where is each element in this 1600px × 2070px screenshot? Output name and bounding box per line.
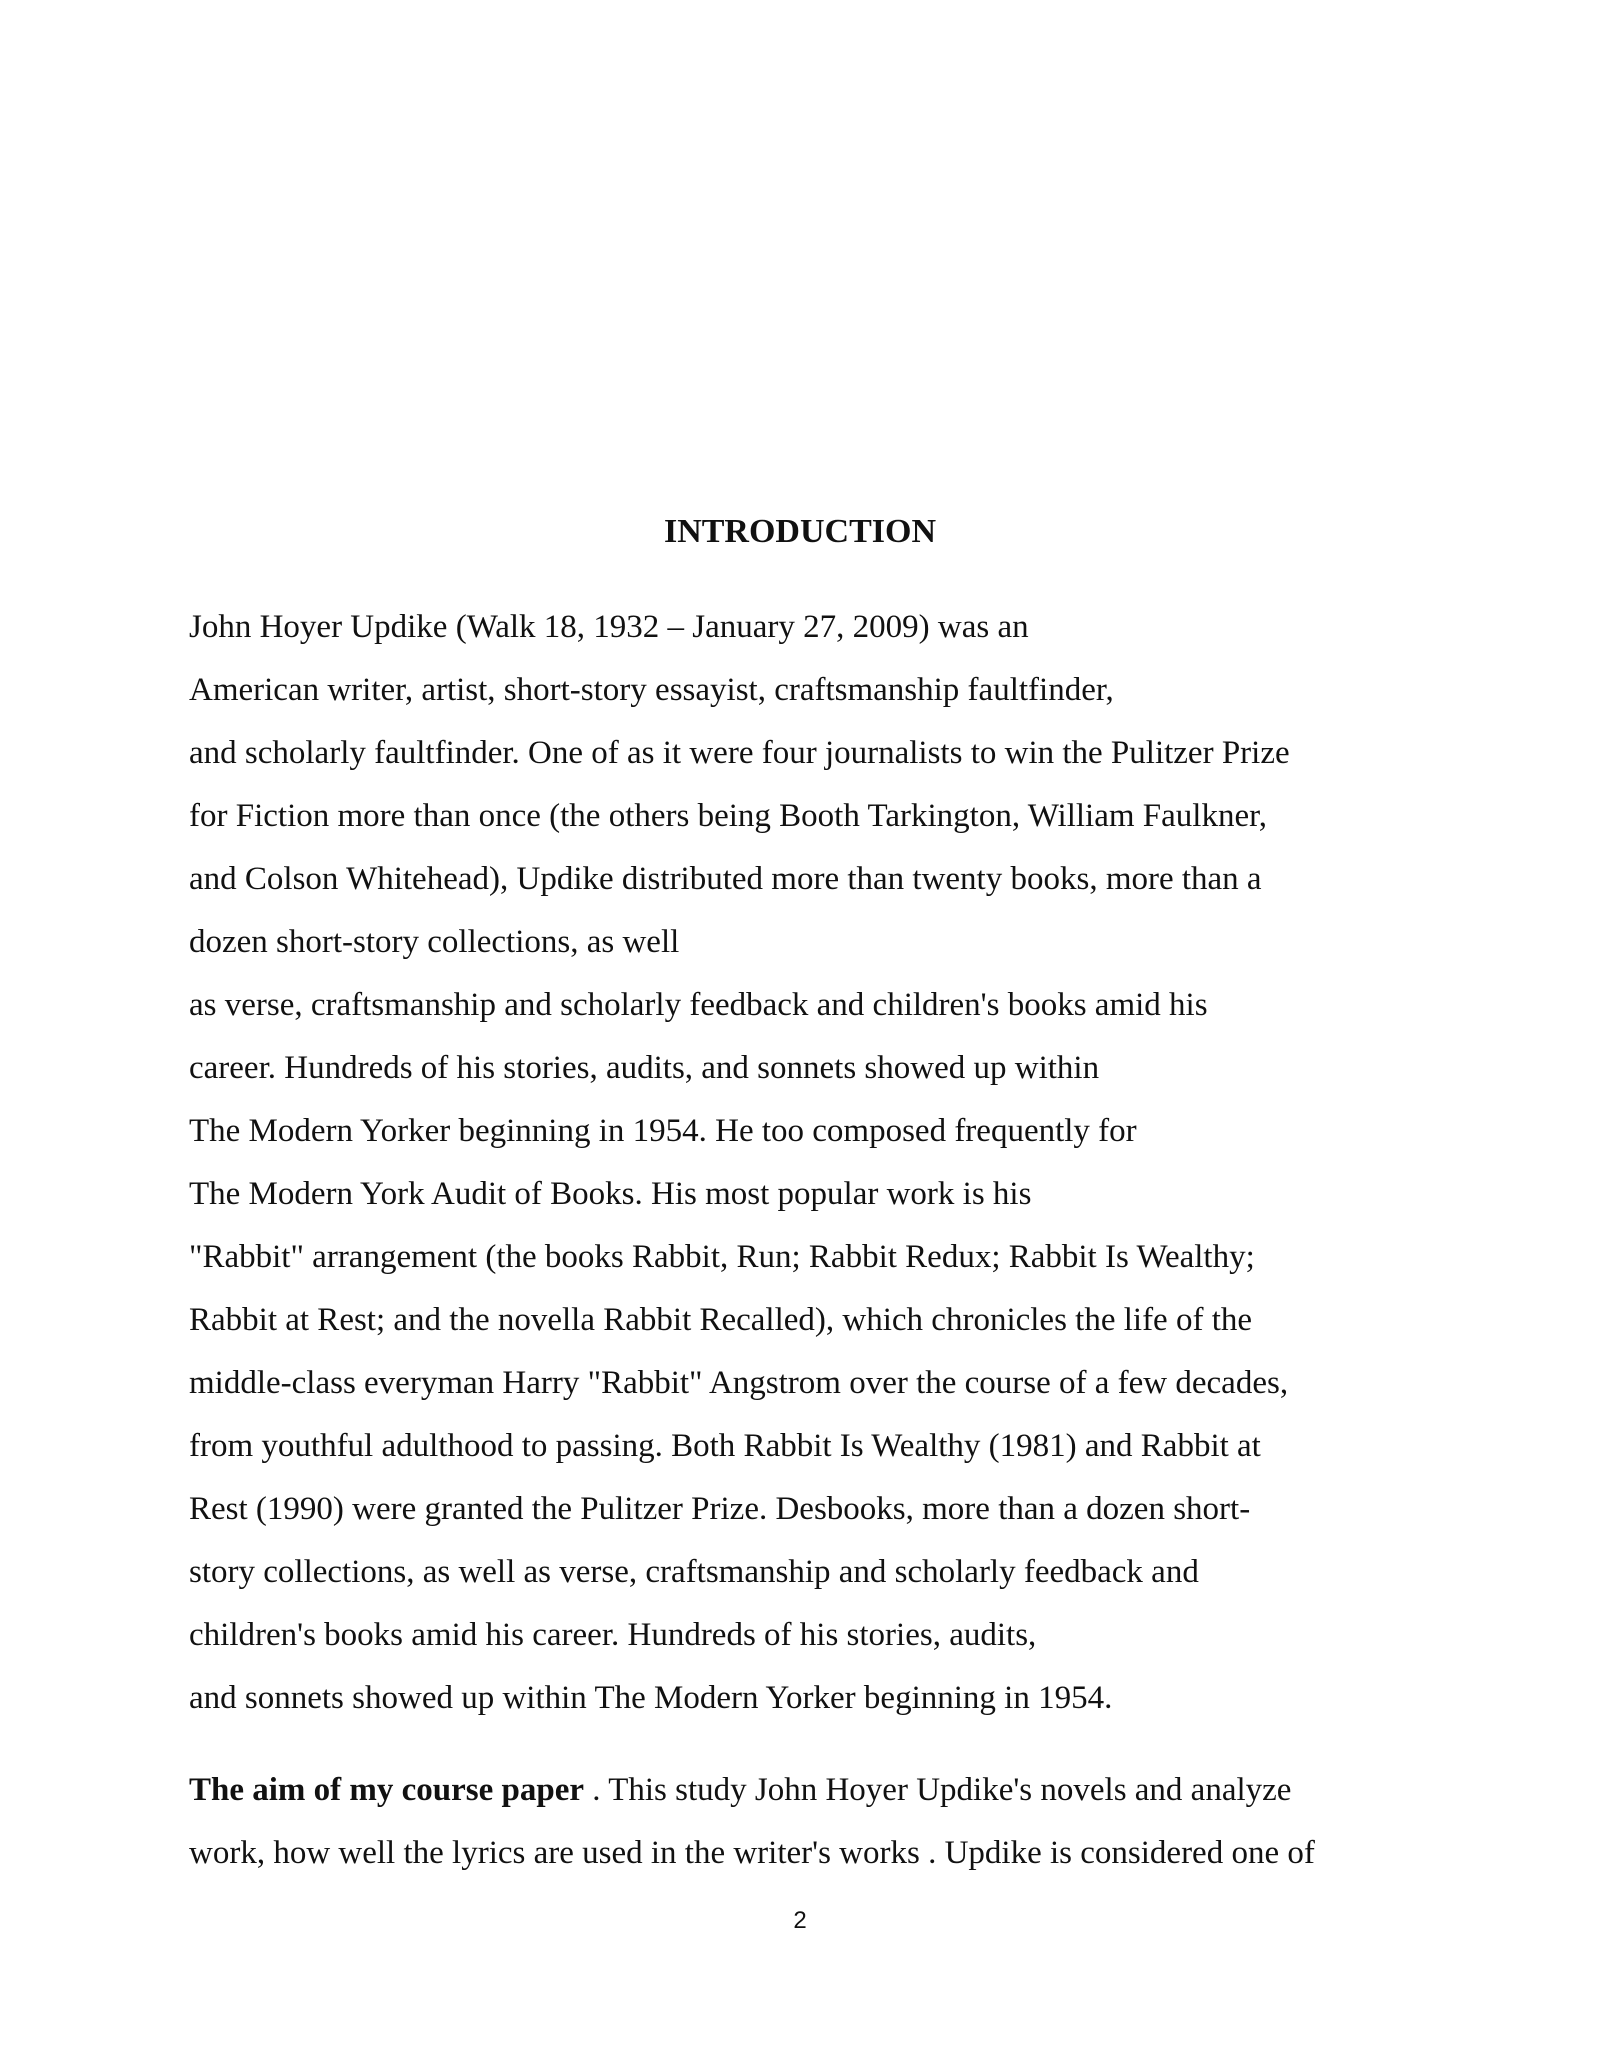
paragraph-line: Rest (1990) were granted the Pulitzer Prize. Desbooks, more than a dozen short- xyxy=(189,1491,1251,1527)
paragraph-line: from youthful adulthood to passing. Both Rabbit Is Wealthy (1981) and Rabbit at xyxy=(189,1428,1261,1464)
paragraph-line: The Modern York Audit of Books. His most popular work is his xyxy=(189,1176,1032,1212)
paragraph-line: as verse, craftsmanship and scholarly feedback and children's books amid his xyxy=(189,987,1208,1023)
page-number: 2 xyxy=(793,1907,807,1934)
paragraph-line: and sonnets showed up within The Modern Yorker beginning in 1954. xyxy=(189,1680,1113,1716)
paragraph-line: John Hoyer Updike (Walk 18, 1932 – January 27, 2009) was an xyxy=(189,609,1029,645)
intro-paragraph xyxy=(189,596,1429,1730)
paragraph-line: "Rabbit" arrangement (the books Rabbit, Run; Rabbit Redux; Rabbit Is Wealthy; xyxy=(189,1239,1255,1275)
paragraph-line: The Modern Yorker beginning in 1954. He too composed frequently for xyxy=(189,1113,1137,1149)
paragraph-line: and scholarly faultfinder. One of as it were four journalists to win the Pulitzer Prize xyxy=(189,735,1290,771)
aim-line-text: . This study John Hoyer Updike's novels and analyze xyxy=(584,1772,1292,1808)
paragraph-line: Rabbit at Rest; and the novella Rabbit Recalled), which chronicles the life of the xyxy=(189,1302,1253,1338)
paragraph-line: career. Hundreds of his stories, audits, and sonnets showed up within xyxy=(189,1050,1100,1086)
paragraph-line: and Colson Whitehead), Updike distributed more than twenty books, more than a xyxy=(189,861,1262,897)
paragraph-line: for Fiction more than once (the others being Booth Tarkington, William Faulkner, xyxy=(189,798,1268,834)
paragraph-line: middle-class everyman Harry "Rabbit" Angstrom over the course of a few decades, xyxy=(189,1365,1289,1401)
paragraph-line: story collections, as well as verse, craftsmanship and scholarly feedback and xyxy=(189,1554,1199,1590)
paragraph-line: children's books amid his career. Hundreds of his stories, audits, xyxy=(189,1617,1037,1653)
paragraph-line: dozen short-story collections, as well xyxy=(189,924,680,960)
paragraph-line: American writer, artist, short-story essayist, craftsmanship faultfinder, xyxy=(189,672,1114,708)
paragraph-line xyxy=(189,1759,1429,1822)
aim-paragraph xyxy=(189,1759,1429,1885)
aim-bold-lead: The aim of my course paper xyxy=(189,1772,585,1808)
section-heading: INTRODUCTION xyxy=(663,513,937,550)
paragraph-line: work, how well the lyrics are used in the writer's works . Updike is considered one of xyxy=(189,1835,1315,1871)
